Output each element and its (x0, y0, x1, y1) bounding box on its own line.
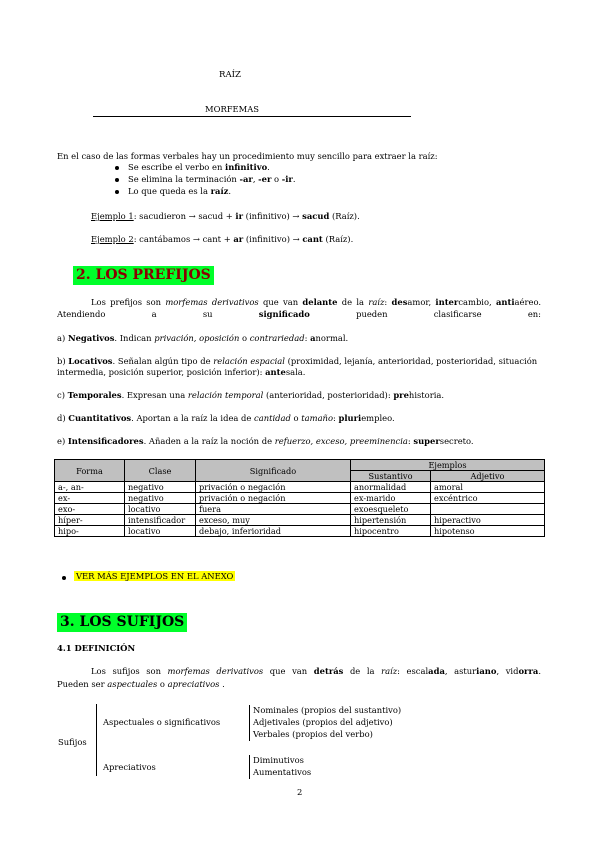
prefix-type-temporales: c) Temporales. Expresan una relación temporal (anterioridad, posterioridad): prehistoria. (57, 390, 445, 400)
cell-significado: debajo, inferioridad (196, 526, 351, 537)
table-row (55, 482, 545, 493)
bullet-icon (115, 178, 119, 182)
diagram-leaf: Aumentativos (253, 767, 312, 777)
prefix-type-intensificadores: e) Intensificadores. Añaden a la raíz la noción de refuerzo, exceso, preeminencia: supersecreto. (57, 436, 474, 446)
bullet-item: Se escribe el verbo en infinitivo. (128, 162, 270, 172)
diagram-brace (249, 705, 250, 741)
diagram-leaf: Verbales (propios del verbo) (253, 729, 373, 739)
sufijos-paragraph-line2: Pueden ser aspectuales o apreciativos . (57, 679, 225, 689)
section-subtitle: MORFEMAS (205, 104, 260, 114)
header-significado: Significado (196, 460, 351, 482)
prefix-table (54, 459, 545, 537)
cell-clase: locativo (125, 526, 196, 537)
header-adjetivo: Adjetivo (431, 471, 545, 482)
cell-adjetivo: hiperactivo (431, 515, 545, 526)
table-row (55, 515, 545, 526)
cell-adjetivo: hipotenso (431, 526, 545, 537)
bullet-icon (62, 576, 66, 580)
diagram-leaf: Adjetivales (propios del adjetivo) (253, 717, 393, 727)
table-row (55, 493, 545, 504)
cell-sustantivo: hipocentro (351, 526, 431, 537)
cell-forma: híper- (55, 515, 125, 526)
header-sustantivo: Sustantivo (351, 471, 431, 482)
cell-clase: intensificador (125, 515, 196, 526)
cell-clase: locativo (125, 504, 196, 515)
more-examples-note: VER MÁS EJEMPLOS EN EL ANEXO (76, 571, 234, 581)
diagram-branch-apreciativos: Apreciativos (103, 762, 156, 772)
table-row (55, 526, 545, 537)
cell-sustantivo: anormalidad (351, 482, 431, 493)
prefix-type-cuantitativos: d) Cuantitativos. Aportan a la raíz la idea de cantidad o tamaño: pluriempleo. (57, 413, 395, 423)
prefix-type-negativos: a) Negativos. Indican privación, oposición o contrariedad: anormal. (57, 333, 349, 343)
sufijos-paragraph: Los sufijos son morfemas derivativos que van detrás de la raíz: escalada, asturiano, vidorra. (91, 666, 541, 676)
table-row (55, 504, 545, 515)
diagram-leaf: Diminutivos (253, 755, 304, 765)
cell-significado: privación o negación (196, 482, 351, 493)
diagram-branch-aspectuales: Aspectuales o significativos (103, 717, 221, 727)
header-clase: Clase (125, 460, 196, 482)
prefix-type-locativos-cont: intermedia, posición superior, posición inferior): antesala. (57, 367, 306, 377)
example-2: Ejemplo 2: cantábamos → cant + ar (infinitivo) → cant (Raíz). (91, 234, 354, 244)
cell-significado: privación o negación (196, 493, 351, 504)
prefijos-heading: 2. LOS PREFIJOS (73, 266, 214, 285)
bullet-item: Lo que queda es la raíz. (128, 186, 232, 196)
title-underline (93, 116, 411, 117)
bullet-icon (115, 190, 119, 194)
cell-forma: hipo- (55, 526, 125, 537)
sufijos-heading: 3. LOS SUFIJOS (57, 613, 187, 632)
page-title: RAÍZ (218, 70, 242, 80)
cell-significado: exceso, muy (196, 515, 351, 526)
cell-forma: exo- (55, 504, 125, 515)
cell-forma: a-, an- (55, 482, 125, 493)
header-forma: Forma (55, 460, 125, 482)
cell-sustantivo: exoesqueleto (351, 504, 431, 515)
diagram-root: Sufijos (58, 737, 87, 747)
cell-forma: ex- (55, 493, 125, 504)
bullet-icon (115, 166, 119, 170)
intro-text: En el caso de las formas verbales hay un procedimiento muy sencillo para extraer la raíz: (57, 151, 438, 161)
cell-clase: negativo (125, 493, 196, 504)
bullet-item: Se elimina la terminación -ar, -er o -ir. (128, 174, 296, 184)
sufijos-subheading: 4.1 DEFINICIÓN (57, 643, 136, 653)
cell-clase: negativo (125, 482, 196, 493)
prefijos-paragraph: Los prefijos son morfemas derivativos que van delante de la raíz: desamor, intercambio, antiaéreo. Atendiendo a su significado pueden clasificarse en: (57, 297, 541, 319)
cell-adjetivo: excéntrico (431, 493, 545, 504)
cell-adjetivo: amoral (431, 482, 545, 493)
diagram-brace (249, 755, 250, 779)
cell-sustantivo: hipertensión (351, 515, 431, 526)
page-number: 2 (297, 787, 303, 797)
example-1: Ejemplo 1: sacudieron → sacud + ir (infinitivo) → sacud (Raíz). (91, 211, 360, 221)
prefix-type-locativos: b) Locativos. Señalan algún tipo de relación espacial (proximidad, lejanía, anterioridad, posterioridad, situación (57, 356, 538, 366)
cell-adjetivo (431, 504, 545, 515)
cell-significado: fuera (196, 504, 351, 515)
cell-sustantivo: ex-marido (351, 493, 431, 504)
diagram-brace (96, 704, 97, 776)
diagram-leaf: Nominales (propios del sustantivo) (253, 705, 402, 715)
header-ejemplos: Ejemplos (351, 460, 545, 471)
